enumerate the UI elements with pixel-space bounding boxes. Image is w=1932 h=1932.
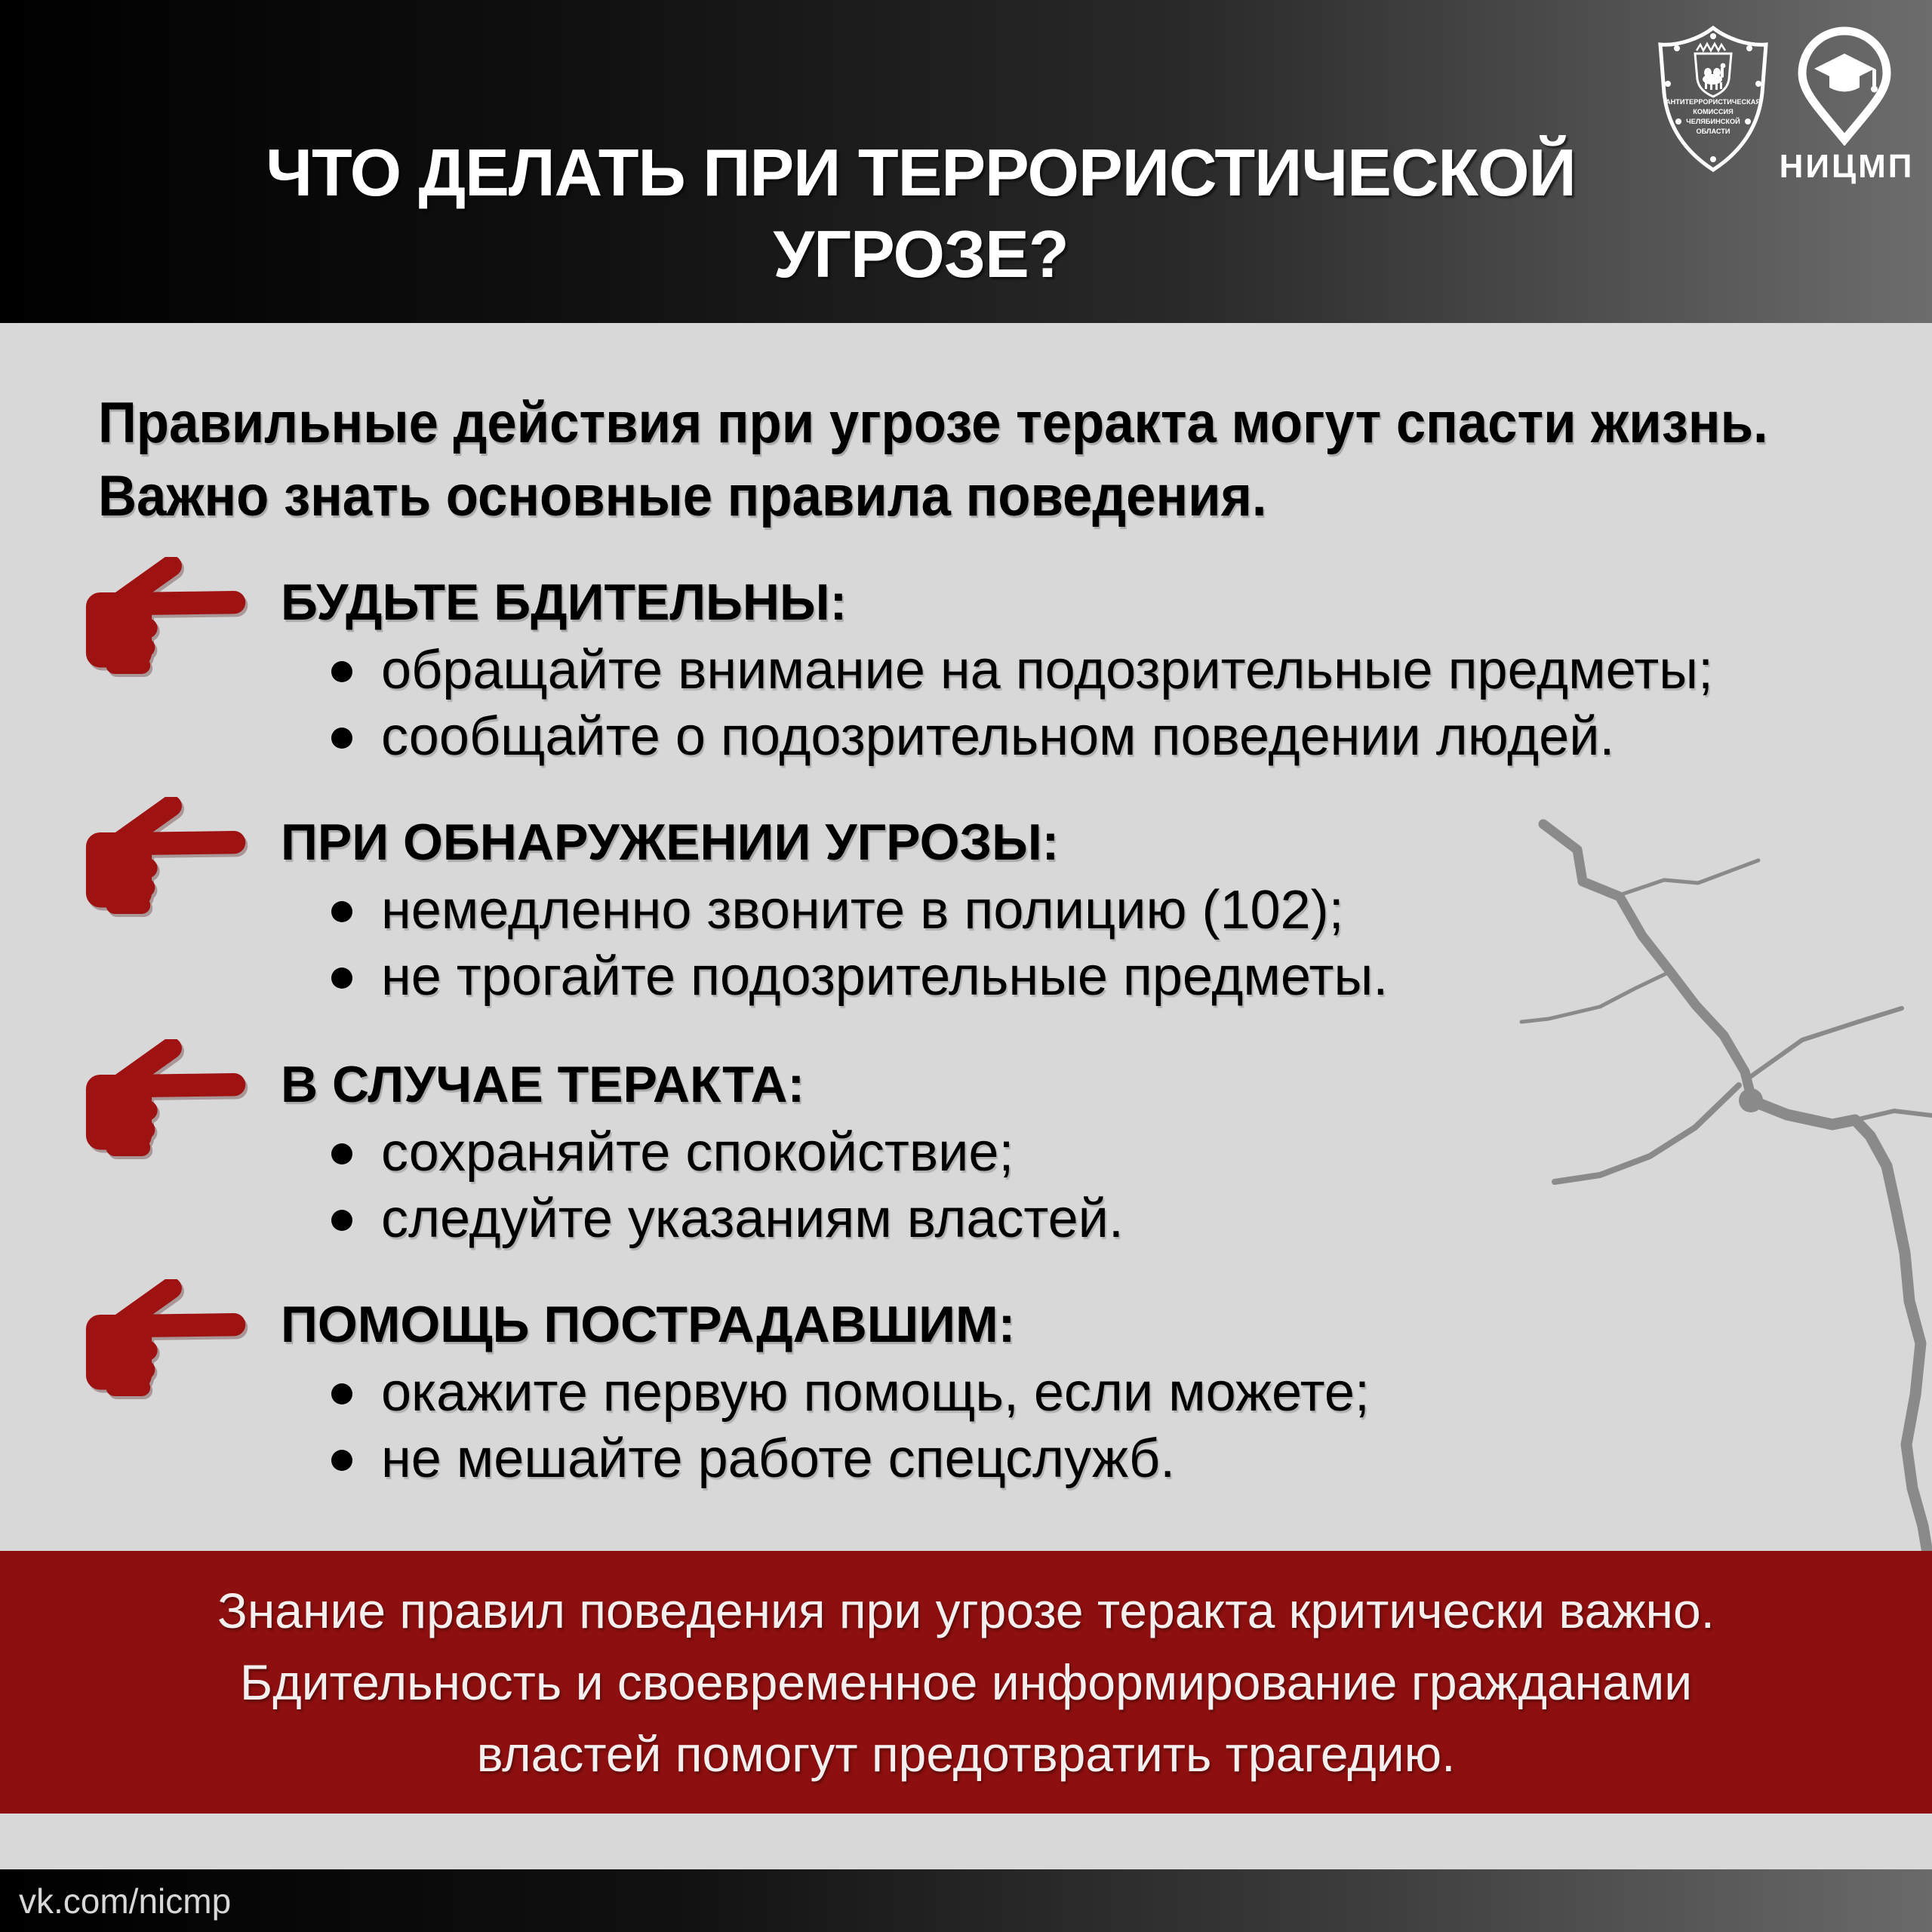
section-threat-found	[0, 806, 1660, 1010]
pointing-hand-icon	[85, 797, 249, 921]
vk-link[interactable]: vk.com/nicmp	[19, 1881, 232, 1921]
bullet-item: сохраняйте спокойствие;	[281, 1119, 1660, 1186]
antiterror-shield-logo	[1654, 23, 1772, 175]
intro-paragraph	[98, 386, 1768, 533]
section-heading: ПРИ ОБНАРУЖЕНИИ УГРОЗЫ:	[281, 814, 1060, 871]
section-help-victims	[0, 1288, 1660, 1492]
bullet-list	[281, 1359, 1660, 1492]
bullet-item: не трогайте подозрительные предметы.	[281, 943, 1660, 1010]
section-in-case-of-attack	[0, 1048, 1660, 1252]
bullet-item: окажите первую помощь, если можете;	[281, 1359, 1660, 1426]
graduation-cap-icon	[1814, 54, 1878, 93]
page-title	[0, 132, 1841, 295]
bullet-list	[281, 877, 1660, 1010]
bullet-item: не мешайте работе спецслужб.	[281, 1426, 1660, 1492]
bullet-item: немедленно звоните в полицию (102);	[281, 877, 1660, 943]
footer-band	[0, 1551, 1932, 1814]
bullet-list	[281, 637, 1713, 770]
header-band	[0, 0, 1932, 323]
crack-junction	[1739, 1088, 1763, 1112]
shield-caption-line: КОМИССИЯ	[1693, 108, 1734, 115]
title-line-2: УГРОЗЕ?	[773, 216, 1069, 291]
shield-caption-line: АНТИТЕРРОРИСТИЧЕСКАЯ	[1666, 98, 1761, 106]
intro-line-2: Важно знать основные правила поведения.	[98, 464, 1267, 528]
footer-line-1: Знание правил поведения при угрозе теракта критически важно.	[217, 1582, 1715, 1638]
pointing-hand-icon	[85, 557, 249, 681]
pointing-hand-icon	[85, 1039, 249, 1164]
crest-crown-icon	[1697, 44, 1725, 51]
section-heading: ПОМОЩЬ ПОСТРАДАВШИМ:	[281, 1296, 1016, 1353]
section-heading: БУДЬТЕ БДИТЕЛЬНЫ:	[281, 574, 848, 631]
section-heading: В СЛУЧАЕ ТЕРАКТА:	[281, 1056, 805, 1113]
section-be-vigilant	[0, 566, 1713, 770]
camel-silhouette-icon	[1703, 63, 1725, 90]
bullet-list	[281, 1119, 1660, 1252]
pointing-hand-icon	[85, 1279, 249, 1404]
regional-crest	[1695, 44, 1731, 97]
bullet-item: обращайте внимание на подозрительные предметы;	[281, 637, 1660, 703]
shield-caption	[1666, 98, 1761, 135]
intro-line-1: Правильные действия при угрозе теракта могут спасти жизнь.	[98, 391, 1768, 455]
shield-caption-line: ЧЕЛЯБИНСКОЙ	[1686, 118, 1740, 125]
footer-line-3: властей помогут предотвратить трагедию.	[476, 1725, 1456, 1782]
nicmp-label: НИЦМП	[1779, 148, 1915, 185]
title-line-1: ЧТО ДЕЛАТЬ ПРИ ТЕРРОРИСТИЧЕСКОЙ	[266, 134, 1576, 210]
bottom-bar	[0, 1869, 1932, 1932]
footer-line-2: Бдительность и своевременное информирование гражданами	[239, 1654, 1693, 1710]
bullet-item: сообщайте о подозрительном поведении людей.	[281, 703, 1660, 770]
nicmp-pin-logo	[1795, 25, 1894, 146]
shield-caption-line: ОБЛАСТИ	[1696, 128, 1730, 135]
bullet-item: следуйте указаниям властей.	[281, 1186, 1660, 1252]
